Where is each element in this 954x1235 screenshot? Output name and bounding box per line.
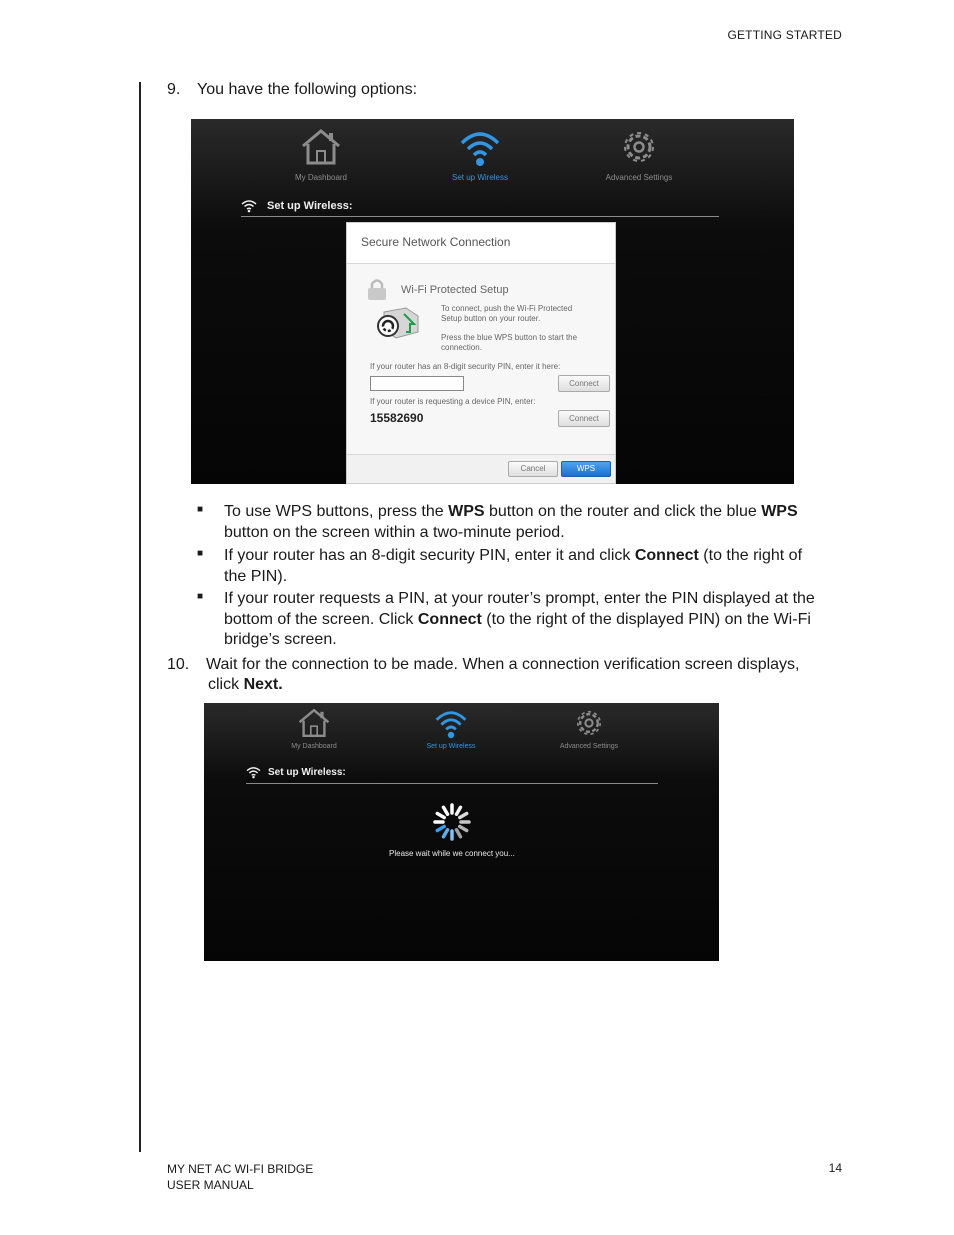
section-title: Set up Wireless: — [268, 767, 346, 778]
nav-label: Advanced Settings — [605, 173, 673, 182]
nav-set-up-wireless[interactable] — [440, 127, 520, 182]
nav-advanced-settings[interactable] — [599, 127, 679, 182]
home-icon — [295, 707, 333, 739]
step-text: You have the following options: — [197, 81, 418, 98]
nav-label: Set up Wireless — [426, 743, 476, 750]
wps-subtitle: Wi-Fi Protected Setup — [401, 284, 509, 296]
nav-label: My Dashboard — [294, 173, 348, 182]
device-pin-value: 15582690 — [370, 411, 424, 425]
nav-label: My Dashboard — [291, 743, 337, 750]
wps-router-icon — [374, 306, 420, 340]
footer-product: MY NET AC WI-FI BRIDGE USER MANUAL — [167, 1162, 314, 1192]
section-title-bar — [246, 766, 658, 784]
gear-icon — [570, 707, 608, 739]
nav-my-dashboard[interactable] — [276, 707, 352, 750]
left-margin-rule — [139, 82, 141, 1152]
running-header: GETTING STARTED — [727, 28, 842, 42]
wifi-icon — [458, 127, 502, 167]
bullet-marker: ■ — [197, 548, 204, 559]
loading-spinner-icon — [432, 802, 472, 842]
section-title-bar — [241, 199, 719, 217]
router-pin-input[interactable] — [370, 376, 464, 391]
instruction-line: connection. — [441, 343, 482, 352]
lock-icon — [366, 277, 388, 301]
wifi-icon — [432, 707, 470, 739]
wps-screenshot — [191, 119, 794, 484]
nav-label: Advanced Settings — [559, 743, 619, 750]
section-title: Set up Wireless: — [267, 200, 353, 212]
step-number: 9. — [167, 81, 181, 98]
instruction-line: Setup button on your router. — [441, 314, 541, 323]
wps-button[interactable]: WPS — [561, 461, 611, 477]
bullet-marker: ■ — [197, 591, 204, 602]
secure-network-dialog — [346, 222, 616, 484]
step-text-line2: click Next. — [208, 676, 283, 693]
pin-prompt-router: If your router has an 8-digit security PIN, enter it here: — [370, 362, 561, 371]
bullet-marker: ■ — [197, 504, 204, 515]
step-text: Wait for the connection to be made. When a connection verification screen displays, — [206, 656, 800, 673]
connecting-screenshot — [204, 703, 719, 961]
wifi-small-icon — [246, 766, 261, 779]
gear-icon — [617, 127, 661, 167]
instruction-line: To connect, push the Wi-Fi Protected — [441, 304, 573, 313]
wait-message: Please wait while we connect you... — [389, 849, 515, 858]
cancel-button[interactable]: Cancel — [508, 461, 558, 477]
nav-set-up-wireless[interactable] — [413, 707, 489, 750]
instruction-line: Press the blue WPS button to start the — [441, 333, 578, 342]
bullet-device-pin: If your router requests a PIN, at your router’s prompt, enter the PIN displayed at the bottom of the screen. Click Connect (to the right of the displayed PIN) on the Wi-Fi bridge’s screen. — [224, 590, 815, 648]
page-number: 14 — [828, 1161, 842, 1175]
step-number: 10. — [167, 656, 190, 673]
wifi-small-icon — [241, 199, 257, 213]
home-icon — [299, 127, 343, 167]
nav-advanced-settings[interactable] — [551, 707, 627, 750]
bullet-router-pin: If your router has an 8-digit security PIN, enter it and click Connect (to the right of the PIN). — [224, 547, 803, 585]
connect-button-device-pin[interactable]: Connect — [558, 410, 610, 427]
connect-button-router-pin[interactable]: Connect — [558, 375, 610, 392]
pin-prompt-device: If your router is requesting a device PIN, enter: — [370, 397, 536, 406]
nav-my-dashboard[interactable] — [281, 127, 361, 182]
bullet-wps: To use WPS buttons, press the WPS button on the router and click the blue WPS button on the screen within a two-minute period. — [224, 503, 798, 541]
nav-label: Set up Wireless — [451, 173, 509, 182]
dialog-title: Secure Network Connection — [361, 235, 511, 249]
